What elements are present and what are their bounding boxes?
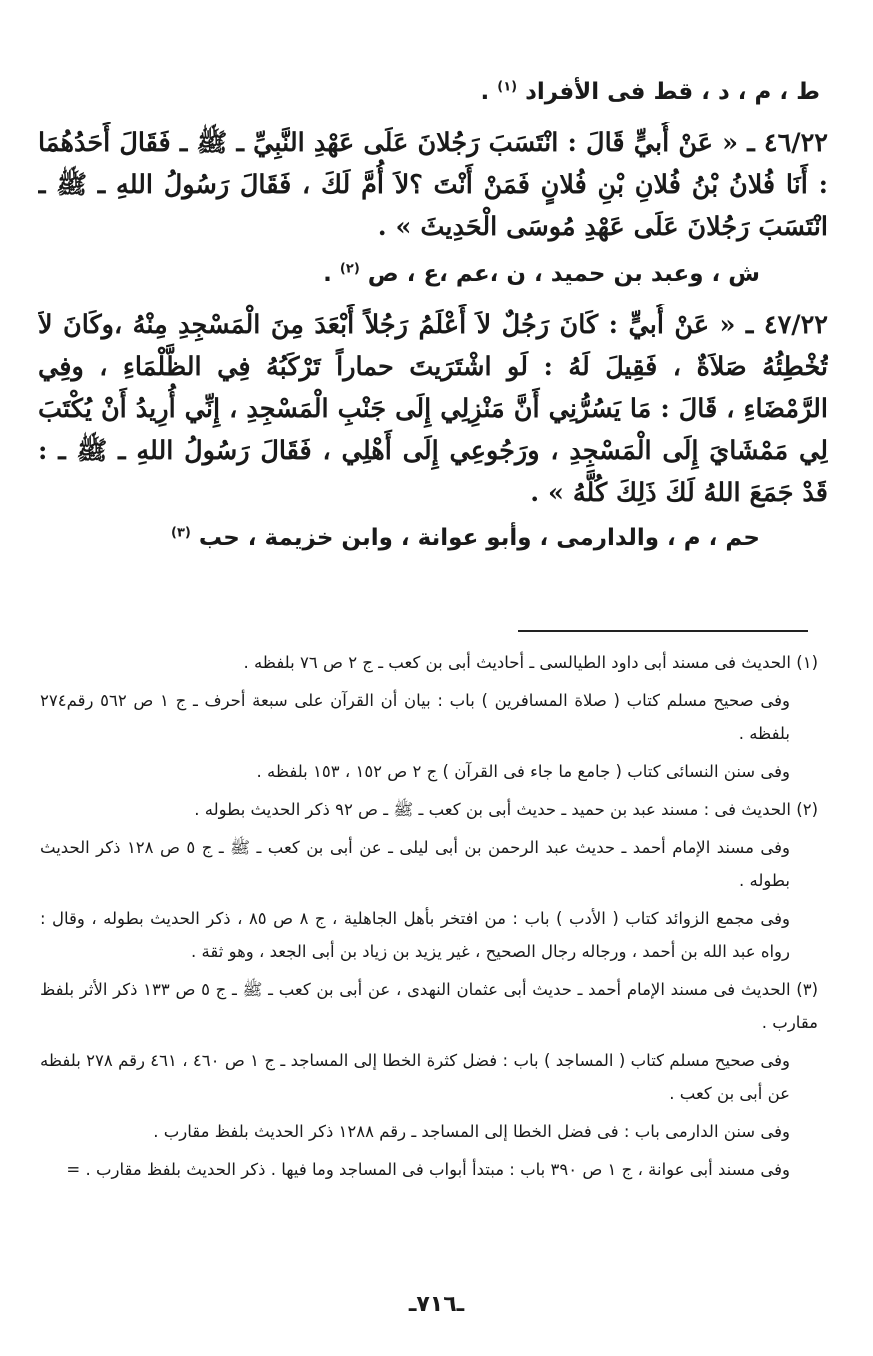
hadith-47	[38, 304, 828, 514]
source-line-3	[38, 514, 760, 562]
main-text	[38, 68, 828, 562]
footnote-1-para-2: وفى صحيح مسلم كتاب ( صلاة المسافرين ) باب : بيان أن القرآن على سبعة أحرف ـ ج ١ ص ٥٦٢ رقم٢٧٤ بلفظه .	[40, 691, 790, 743]
footnote-3-para-1: (٣) الحديث فى مسند الإمام أحمد ـ حديث أبى عثمان النهدى ، عن أبى بن كعب ـ ﷺ ـ ج ٥ ص ١٣٣ ذكر الأثر بلفظ مقارب .	[40, 980, 818, 1032]
source-line-2-text: ش ، وعبد بن حميد ، ن ،عم ،ع ، ص	[367, 261, 760, 287]
source-line-3-text: حم ، م ، والدارمى ، وأبو عوانة ، وابن خزيمة ، حب	[198, 525, 760, 551]
footnote-3-para-2: وفى صحيح مسلم كتاب ( المساجد ) باب : فضل كثرة الخطا إلى المساجد ـ ج ١ ص ٤٦٠ ، ٤٦١ رقم ٢٧٨ بلفظه عن أبى بن كعب .	[40, 1051, 790, 1103]
footnotes	[40, 646, 818, 1191]
footnote-1-para-1: (١) الحديث فى مسند أبى داود الطيالسى ـ أحاديث أبى بن كعب ـ ج ٢ ص ٧٦ بلفظه .	[243, 653, 818, 672]
footnote-3-para-4: وفى مسند أبى عوانة ، ج ١ ص ٣٩٠ باب : مبتدأ أبواب فى المساجد وما فيها . ذكر الحديث بلفظ مقارب . =	[66, 1160, 790, 1179]
footnote-ref-3: (٣)	[170, 525, 191, 541]
footnote-2-para-3: وفى مجمع الزوائد كتاب ( الأدب ) باب : من افتخر بأهل الجاهلية ، ج ٨ ص ٨٥ ، ذكر الحديث بطوله ، وقال : رواه عبد الله بن أحمد ، ورجاله رجال الصحيح ، غير يزيد بن زياد بن أبى الجعد ، وهو ثقة .	[40, 909, 790, 961]
source-line-1-text: ط ، م ، د ، قط فى الأفراد	[525, 79, 820, 105]
footnote-ref-1: (١)	[497, 79, 518, 95]
source-line-2: ش ، وعبد بن حميد ، ن ،عم ،ع ، ص $^{(٢)}$ .	[323, 261, 760, 287]
footnote-3-para-3: وفى سنن الدارمى باب : فى فضل الخطا إلى المساجد ـ رقم ١٢٨٨ ذكر الحديث بلفظ مقارب .	[153, 1122, 790, 1141]
footnote-ref-2: (٢)	[339, 261, 360, 277]
hadith-47-number: ٤٧/٢٢	[763, 310, 828, 340]
source-line-1: ط ، م ، د ، قط فى الأفراد $^{(١)}$ .	[480, 79, 820, 105]
footnote-1-para-3: وفى سنن النسائى كتاب ( جامع ما جاء فى القرآن ) ج ٢ ص ١٥٢ ، ١٥٣ بلفظه .	[256, 762, 790, 781]
footnote-divider	[518, 630, 808, 632]
hadith-46	[38, 122, 828, 248]
footnote-2-para-2: وفى مسند الإمام أحمد ـ حديث عبد الرحمن بن أبى ليلى ـ عن أبى بن كعب ـ ﷺ ـ ج ٥ ص ١٢٨ ذكر الحديث بطوله .	[40, 838, 790, 890]
hadith-47-text: ـ « عَنْ أُبيٍّ : كَانَ رَجُلٌ لاَ أَعْلَمُ رَجُلاً أَبْعَدَ مِنَ الْمَسْجِدِ مِنْهُ ،وكَانَ لاَ تُخْطِئُهُ صَلاَةٌ ، فَقِيلَ لَهُ : لَو اشْتَرَيتَ حماراً تَرْكَبُهُ فِي الظَّلْمَاءِ ، وفِي الرَّمْضَاءِ ، قَالَ : مَا يَسُرُّنِي أَنَّ مَنْزِلِي إِلَى جَنْبِ الْمَسْجِدِ ، إِنِّي أُرِيدُ أَنْ يُكْتَبَ لِي مَمْشَايَ إِلَى الْمَسْجِدِ ، ورَجُوعِي إِلَى أَهْلِي ، فَقَالَ رَسُولُ اللهِ ـ ﷺ ـ : قَدْ جَمَعَ اللهُ لَكَ ذَلِكَ كُلَّهُ » .	[38, 310, 828, 508]
footnote-2-para-1: (٢) الحديث فى : مسند عبد بن حميد ـ حديث أبى بن كعب ـ ﷺ ـ ص ٩٢ ذكر الحديث بطوله .	[194, 800, 818, 819]
hadith-46-text: ـ « عَنْ أُبيٍّ قَالَ : انْتَسَبَ رَجُلانَ عَلَى عَهْدِ النَّبِيِّ ـ ﷺ ـ فَقَالَ أَحَدُهُمَا : أَنَا فُلانُ بْنُ فُلانِ بْنِ فُلانٍ فَمَنْ أَنْتَ ؟لاَ أُمَّ لَكَ ، فَقَالَ رَسُولُ اللهِ ـ ﷺ ـ انْتَسَبَ رَجُلانَ عَلَى عَهْدِ مُوسَى الْحَدِيثَ » .	[38, 128, 828, 242]
hadith-46-number: ٤٦/٢٢	[763, 128, 828, 158]
page-number: ـ٧١٦ـ	[408, 1292, 465, 1317]
